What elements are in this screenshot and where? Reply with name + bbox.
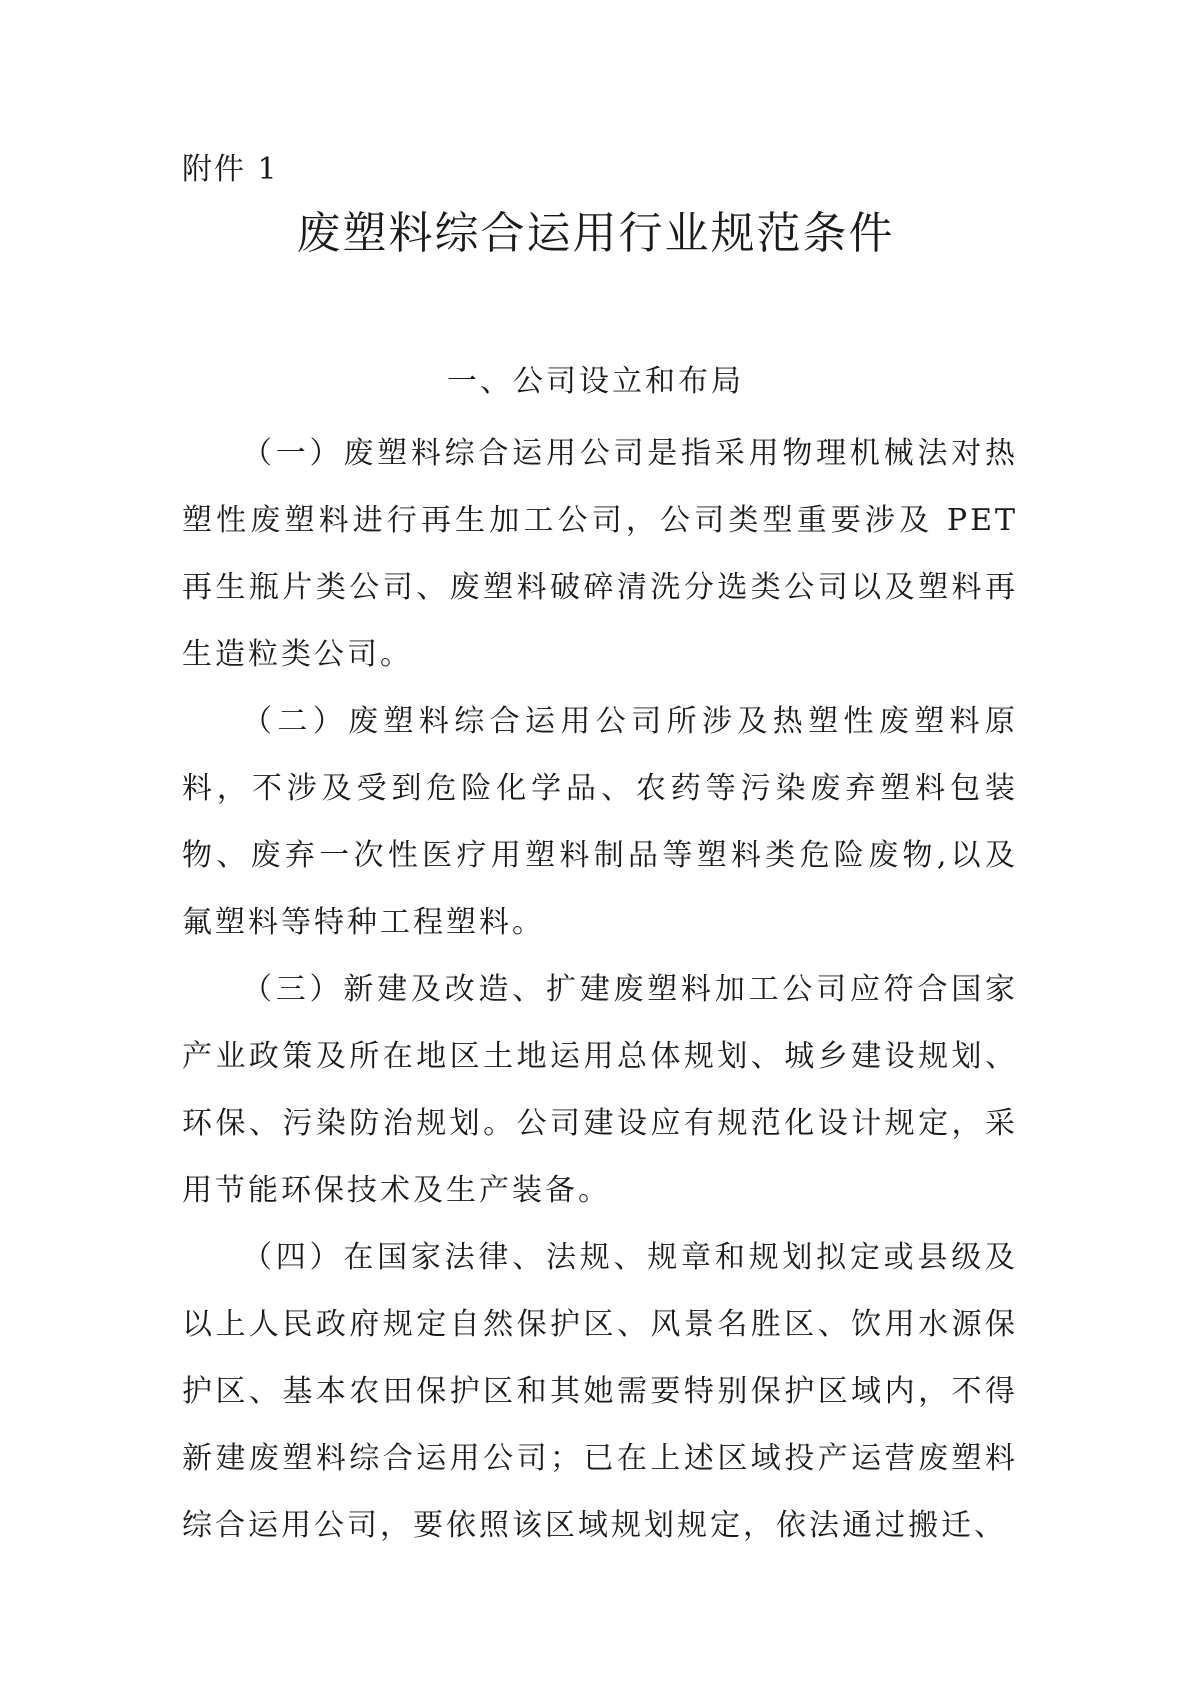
paragraph-1: （一）废塑料综合运用公司是指采用物理机械法对热塑性废塑料进行再生加工公司，公司类型重要涉及 PET 再生瓶片类公司、废塑料破碎清洗分选类公司以及塑料再生造粒类公司。	[182, 436, 1018, 672]
paragraph-3: （三）新建及改造、扩建废塑料加工公司应符合国家产业政策及所在地区土地运用总体规划、城乡建设规划、环保、污染防治规划。公司建设应有规范化设计规定，采用节能环保技术及生产装备。	[182, 972, 1018, 1208]
document-body	[182, 420, 1018, 1559]
paragraph-4: （四）在国家法律、法规、规章和规划拟定或县级及以上人民政府规定自然保护区、风景名胜区、饮用水源保护区、基本农田保护区和其她需要特别保护区域内，不得新建废塑料综合运用公司；已在上述区域投产运营废塑料综合运用公司，要依照该区域规划规定，依法通过搬迁、	[182, 1240, 1018, 1543]
section-heading: 一、公司设立和布局	[447, 364, 744, 399]
attachment-label: 附件 1	[182, 152, 279, 187]
document-title: 废塑料综合运用行业规范条件	[296, 208, 895, 259]
paragraph-2: （二）废塑料综合运用公司所涉及热塑性废塑料原料，不涉及受到危险化学品、农药等污染废弃塑料包装物、废弃一次性医疗用塑料制品等塑料类危险废物,以及氟塑料等特种工程塑料。	[182, 704, 1018, 940]
